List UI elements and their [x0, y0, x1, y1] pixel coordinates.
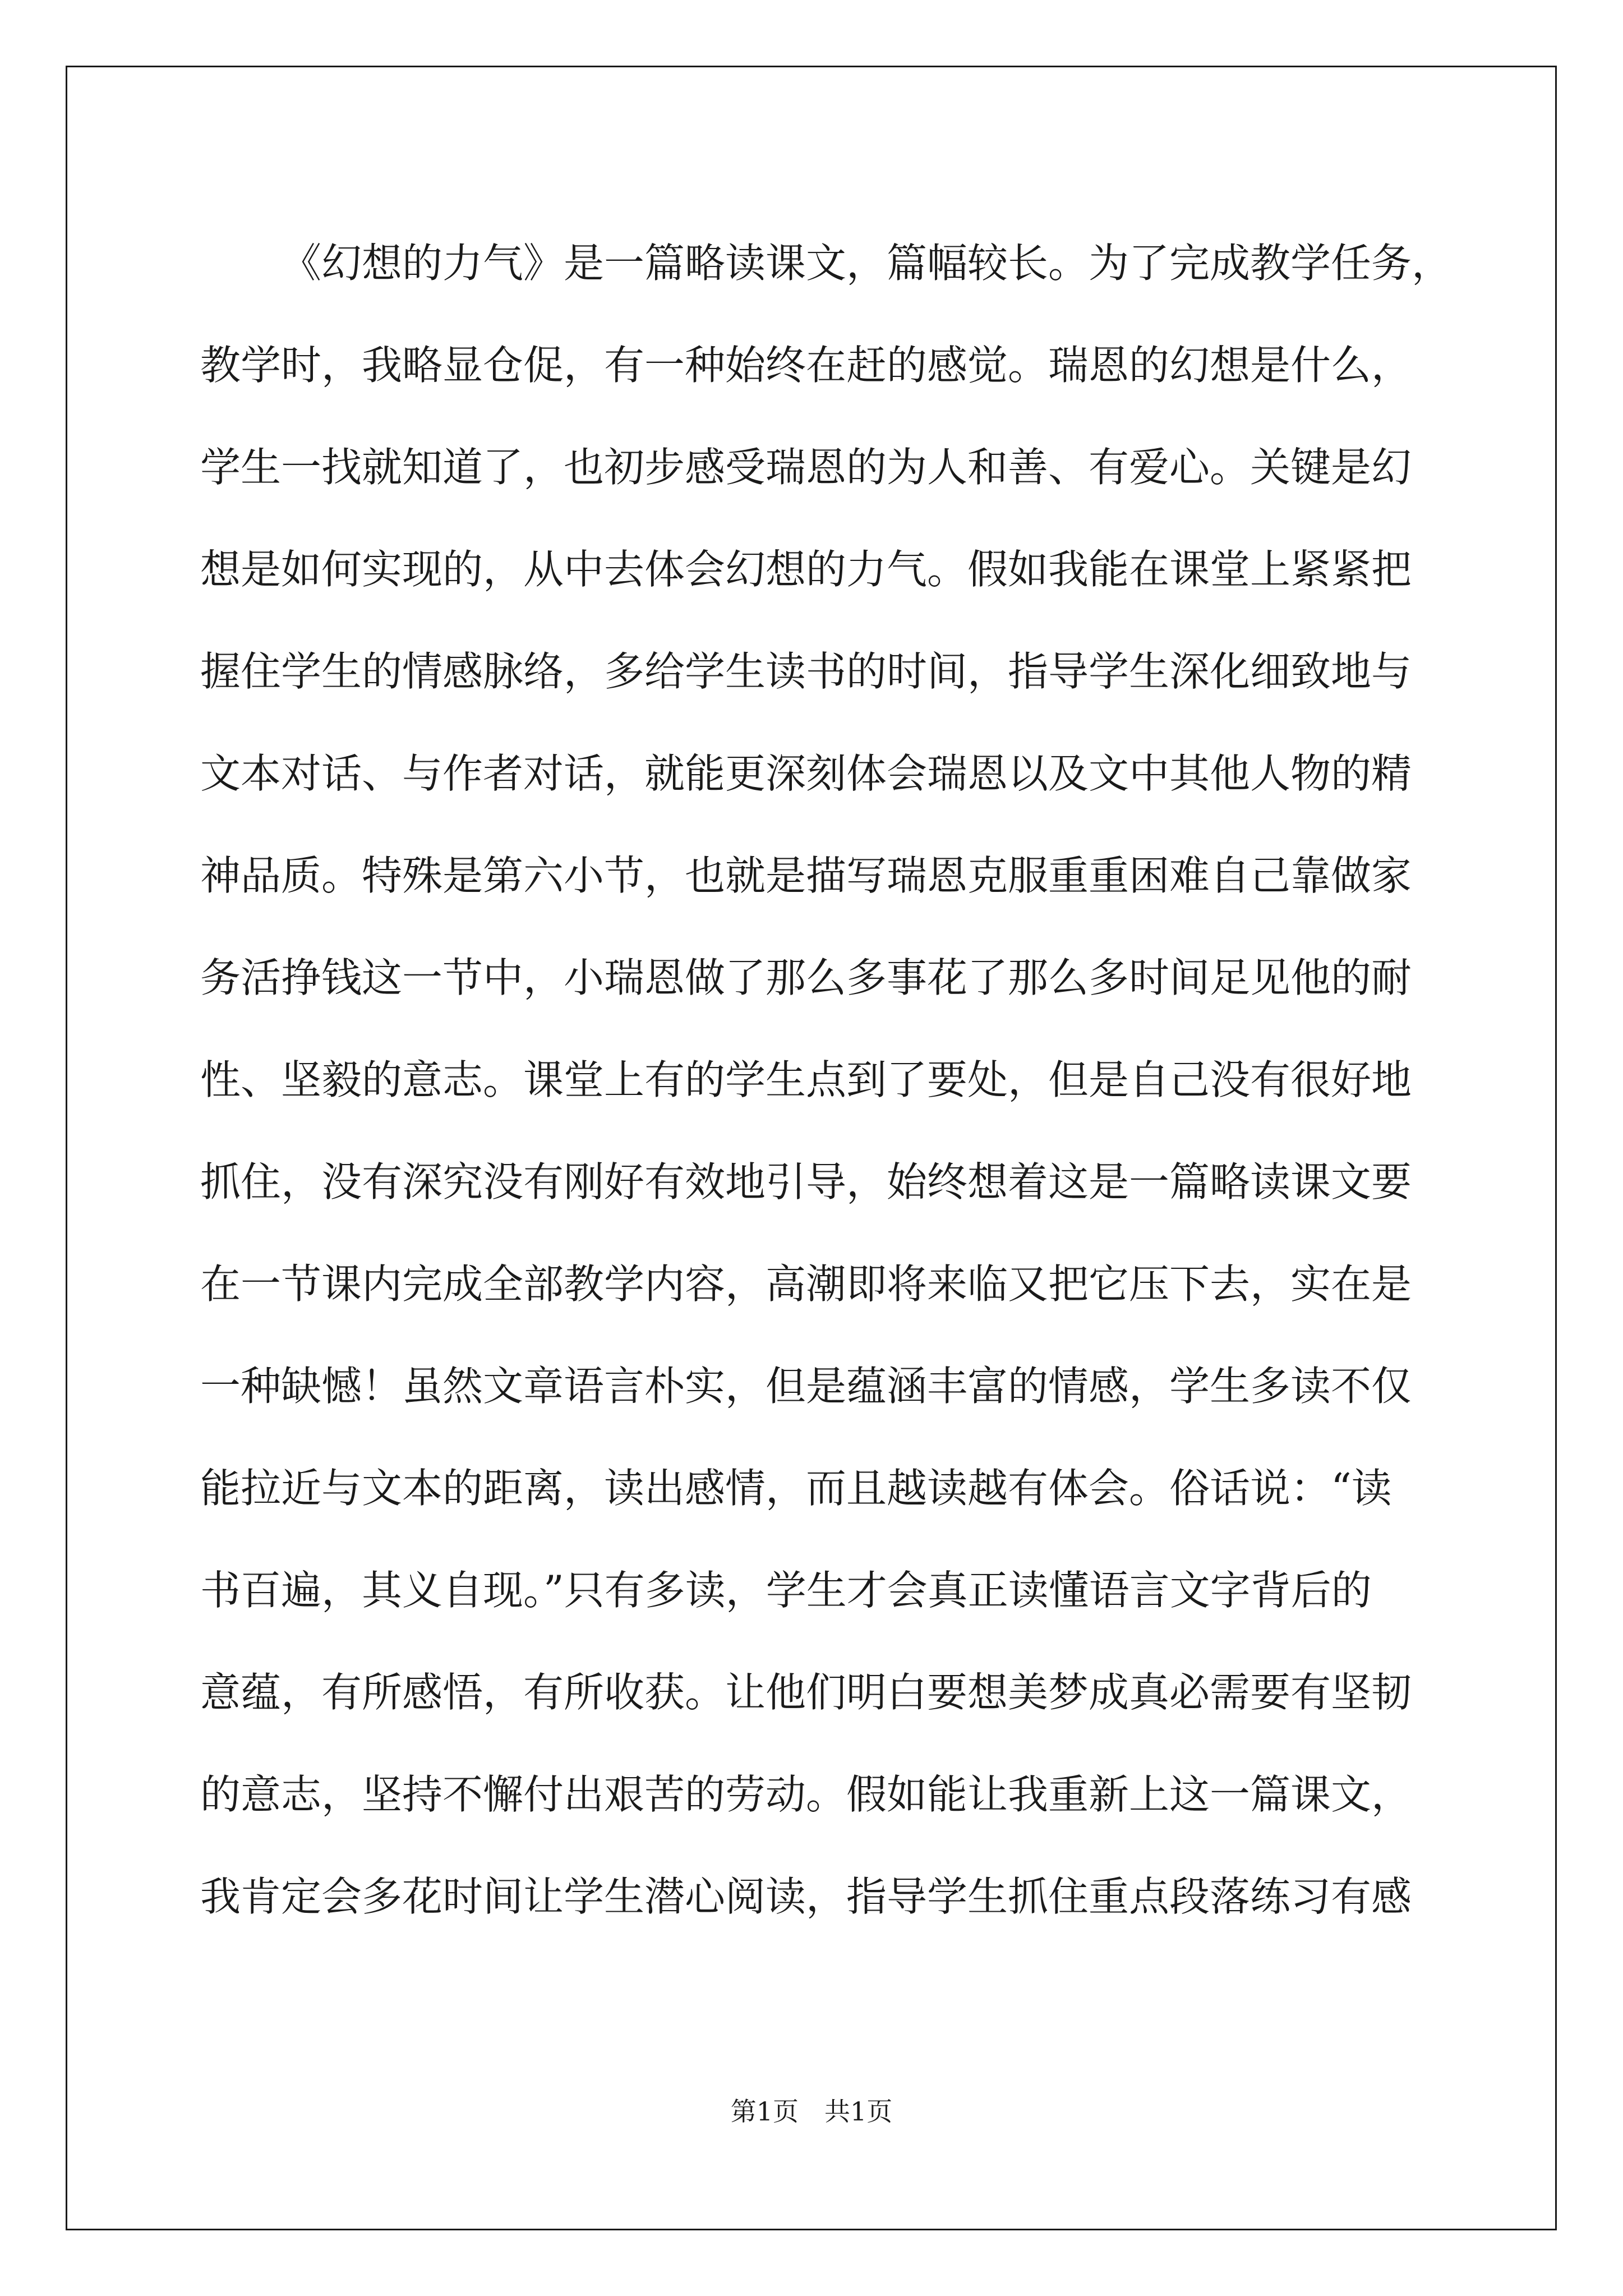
- text-line: 想是如何实现的，从中去体会幻想的力气。假如我能在课堂上紧紧把: [200, 546, 1412, 593]
- text-line: 文本对话、与作者对话，就能更深刻体会瑞恩以及文中其他人物的精: [200, 750, 1412, 797]
- text-line: 我肯定会多花时间让学生潜心阅读，指导学生抓住重点段落练习有感: [200, 1873, 1412, 1920]
- text-line: 意蕴，有所感悟，有所收获。让他们明白要想美梦成真必需要有坚韧: [200, 1669, 1412, 1716]
- page-footer: 第1页 共1页: [730, 2096, 893, 2127]
- text-line: 书百遍，其义自现。”只有多读，学生才会真正读懂语言文字背后的: [200, 1567, 1372, 1614]
- text-line: 性、坚毅的意志。课堂上有的学生点到了要处，但是自己没有很好地: [200, 1056, 1412, 1103]
- text-line: 教学时，我略显仓促，有一种始终在赶的感觉。瑞恩的幻想是什么，: [200, 342, 1412, 389]
- text-line: 神品质。特殊是第六小节，也就是描写瑞恩克服重重困难自己靠做家: [200, 852, 1412, 899]
- text-line: 在一节课内完成全部教学内容，高潮即将来临又把它压下去，实在是: [200, 1260, 1412, 1308]
- text-line: 能拉近与文本的距离，读出感情，而且越读越有体会。俗话说：“读: [200, 1465, 1392, 1512]
- text-line: 的意志，坚持不懈付出艰苦的劳动。假如能让我重新上这一篇课文，: [200, 1771, 1412, 1818]
- text-line: 握住学生的情感脉络，多给学生读书的时间，指导学生深化细致地与: [200, 648, 1412, 695]
- text-line: 学生一找就知道了，也初步感受瑞恩的为人和善、有爱心。关键是幻: [200, 444, 1412, 491]
- text-line: 抓住，没有深究没有刚好有效地引导，始终想着这是一篇略读课文要: [200, 1158, 1412, 1205]
- body-text: [200, 212, 1453, 1948]
- text-line: 一种缺憾！虽然文章语言朴实，但是蕴涵丰富的情感，学生多读不仅: [200, 1363, 1412, 1410]
- text-line: 《幻想的力气》是一篇略读课文，篇幅较长。为了完成教学任务，: [281, 240, 1453, 287]
- text-line: 务活挣钱这一节中，小瑞恩做了那么多事花了那么多时间足见他的耐: [200, 954, 1412, 1001]
